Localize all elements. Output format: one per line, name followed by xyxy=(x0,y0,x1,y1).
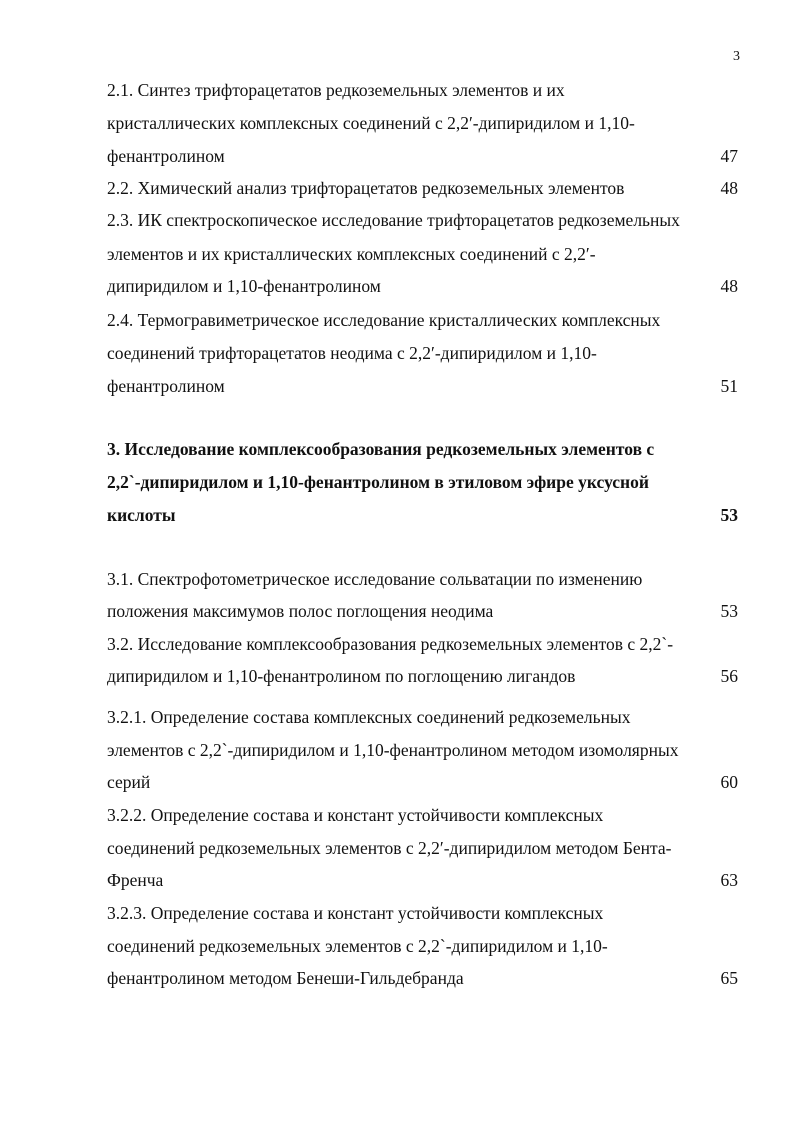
toc-line xyxy=(107,503,738,527)
toc-line-text: элементов с 2,2`-дипиридилом и 1,10-фенантролином методом изомолярных xyxy=(107,740,679,760)
toc-line xyxy=(107,308,738,332)
toc-page-number: 60 xyxy=(720,772,738,792)
toc-line-text: соединений редкоземельных элементов с 2,2′-дипиридилом методом Бента- xyxy=(107,838,672,858)
toc-line-text: 3.2. Исследование комплексообразования редкоземельных элементов с 2,2`- xyxy=(107,634,674,654)
toc-page-number: 53 xyxy=(720,505,738,525)
toc-line-text: 3.2.3. Определение состава и констант устойчивости комплексных xyxy=(107,903,604,923)
toc-line-text: серий xyxy=(107,772,151,792)
toc-line-text: фенантролином xyxy=(107,376,225,396)
toc-line xyxy=(107,242,738,266)
toc-line-text: элементов и их кристаллических комплексных соединений с 2,2′- xyxy=(107,244,596,264)
toc-line xyxy=(107,632,738,656)
toc-line xyxy=(107,868,738,892)
toc-line-text: 3.2.1. Определение состава комплексных соединений редкоземельных xyxy=(107,707,631,727)
toc-page-number: 51 xyxy=(720,376,738,396)
toc-page-number: 47 xyxy=(720,146,738,166)
toc-line xyxy=(107,470,738,494)
toc-line-text: 3.2.2. Определение состава и констант устойчивости комплексных xyxy=(107,805,604,825)
toc-line xyxy=(107,664,738,688)
toc-line-text: кристаллических комплексных соединений с 2,2′-дипиридилом и 1,10- xyxy=(107,113,635,133)
toc-line-text: 3. Исследование комплексообразования редкоземельных элементов с xyxy=(107,439,655,459)
toc-line xyxy=(107,836,738,860)
toc-line-text: соединений трифторацетатов неодима с 2,2′-дипиридилом и 1,10- xyxy=(107,343,597,363)
toc-line-text: соединений редкоземельных элементов с 2,2`-дипиридилом и 1,10- xyxy=(107,936,608,956)
toc-line xyxy=(107,934,738,958)
toc-line-text: 2,2`-дипиридилом и 1,10-фенантролином в этиловом эфире уксусной xyxy=(107,472,649,492)
toc-line xyxy=(107,144,738,168)
toc-line xyxy=(107,705,738,729)
toc-line xyxy=(107,803,738,827)
toc-page-number: 56 xyxy=(720,666,738,686)
toc-line xyxy=(107,599,738,623)
toc-line-text: 2.3. ИК спектроскопическое исследование трифторацетатов редкоземельных xyxy=(107,210,680,230)
toc-line xyxy=(107,738,738,762)
toc-line-text: 3.1. Спектрофотометрическое исследование сольватации по изменению xyxy=(107,569,643,589)
toc-line-text: фенантролином xyxy=(107,146,225,166)
toc-line xyxy=(107,901,738,925)
toc-line-text: фенантролином методом Бенеши-Гильдебранда xyxy=(107,968,464,988)
toc-line xyxy=(107,274,738,298)
toc-line-text: дипиридилом и 1,10-фенантролином по поглощению лигандов xyxy=(107,666,576,686)
toc-line xyxy=(107,966,738,990)
toc-line xyxy=(107,111,738,135)
toc-line-text: дипиридилом и 1,10-фенантролином xyxy=(107,276,381,296)
toc-line xyxy=(107,341,738,365)
toc-line-text: Френча xyxy=(107,870,164,890)
toc-line xyxy=(107,567,738,591)
toc-page-number: 48 xyxy=(720,178,738,198)
page-number: 3 xyxy=(733,49,740,64)
toc-line-text: кислоты xyxy=(107,505,176,525)
toc-line xyxy=(107,374,738,398)
toc-page-number: 53 xyxy=(720,601,738,621)
toc-line xyxy=(107,770,738,794)
toc-line-text: положения максимумов полос поглощения неодима xyxy=(107,601,494,621)
toc-line-text: 2.2. Химический анализ трифторацетатов редкоземельных элементов xyxy=(107,178,625,198)
toc-line-text: 2.1. Синтез трифторацетатов редкоземельных элементов и их xyxy=(107,80,565,100)
toc-page-number: 65 xyxy=(720,968,738,988)
toc-line-text: 2.4. Термогравиметрическое исследование кристаллических комплексных xyxy=(107,310,661,330)
toc-page-number: 63 xyxy=(720,870,738,890)
toc-line xyxy=(107,208,738,232)
toc-line xyxy=(107,437,738,461)
toc-line xyxy=(107,78,738,102)
toc-page-number: 48 xyxy=(720,276,738,296)
toc-line xyxy=(107,176,738,200)
